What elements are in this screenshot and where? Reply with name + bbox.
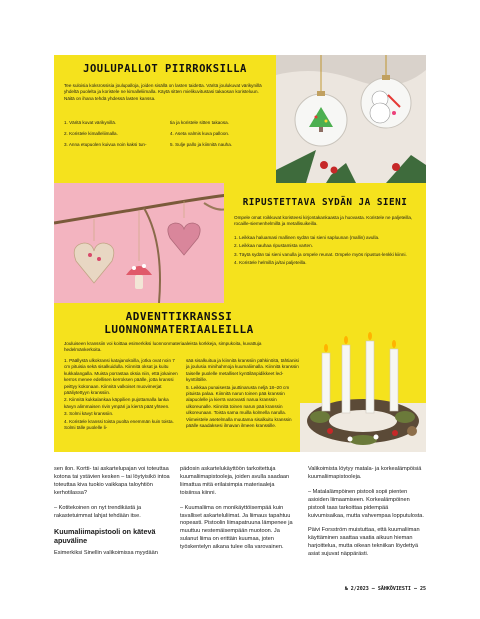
- step: 4. Koristele helmillä ja/tai paljeteilla.: [234, 260, 307, 266]
- ornaments-photo: [276, 55, 426, 183]
- wreath-illustration: [300, 303, 426, 452]
- step: 1. Päällystä ulkokransi katajanokoilla, jotka ovat noin 7 cm pituisia sekä sisalkuidulla. Kiinnitä oksat ja kuitu kukkalangalla. Muista porrastaa oksia niin, että jokainen kerros menee edellisen kerroksen päälle, jotta kranssi peittyy kokonaan. Kiinnitä valkoiset muovimerjat pääliytettyyn kranssiin.: [64, 358, 178, 396]
- paragraph: Valikoimista löytyy matala- ja korkealämpöisiä kuumaliimapistooleja.: [308, 466, 422, 480]
- paragraph: – Kuumaliima on monikäyttöisempää kuin tavalliset askarteluliimat. Ja liimaus tapahtuu nopeasti. Pistoolin liimapatruuna lämpenee ja muuttuu nestemäisempään muotoon. Ja sulanut liima on erittäin kuumaa, joten työskentelyn aikana tulee olla varovainen.: [180, 504, 293, 551]
- section-wreath-steps-left: [64, 358, 180, 431]
- step: tia ja koristele sitten takaosa.: [170, 120, 229, 125]
- section-ornaments-steps-right: [170, 120, 270, 148]
- paragraph: pädosin askartelukäyttöön tarkoitettuja kuumaliimapistooleja, joiden avulla saadaan liimattua mitä erilaisimpia materiaaleja toisiinsa kiinni.: [180, 466, 290, 496]
- step: 1. Leikkaa haluamasi mallinen sydän tai sieni sapluunan (mallin) avulla.: [234, 235, 380, 240]
- step: 2. Kiinnitä kukkalankaa käppilien pujottamalla lanka kävyn alimmaisen rivin ympäri ja kierrä päät yhteen.: [64, 397, 170, 409]
- step: 4. Koristele kranssi toista puolta enemmän kuin toista. Solmi tälle puolelle li-: [64, 418, 174, 431]
- step: 3. Täytä sydän tai sieni vanulla ja ompele reunat. Ompele myös ripustus-lenkki kiinni.: [234, 251, 407, 257]
- paragraph: Esimerkiksi Sinellin valikoimissa myydään: [54, 550, 158, 557]
- section-wreath-steps-right: [186, 358, 302, 429]
- section-ornaments-steps-left: [64, 120, 164, 148]
- section-heart-steps: [234, 235, 419, 267]
- body-column-3: [308, 466, 426, 566]
- paragraph: sen ilon. Kortti- tai askartelupajan voi toteuttaa kotona tai ystävien kesken – tai löytyisikö intoa toteuttaa kiva tuokio vaikkapa taloyhtiön kerhotilassa?: [54, 466, 170, 496]
- body-column-1: [54, 466, 170, 565]
- step: 3. Solmi kävyt kranssiin.: [64, 411, 114, 417]
- step: 2. Koristele kimalleliimalla.: [64, 130, 118, 136]
- body-column-2: [180, 466, 296, 559]
- section-wreath-title-line2: LUONNONMATERIAALEILLA: [104, 323, 254, 336]
- subheading: Kuumaliimapistooli on kätevä apuväline: [54, 527, 156, 546]
- section-heart-title: RIPUSTETTAVA SYDÄN JA SIENI: [242, 197, 408, 208]
- paragraph: Päivi Forsström muistuttaa, että kuumaliiman käyttäminen saattaa vaatia aikuun hieman harjoittelua, mutta oikean tekniikan löydettyä asiat sujuvat näppärästi.: [308, 527, 420, 558]
- step: 5. Sulje pallo ja kiinnitä nauha.: [170, 141, 233, 147]
- step: sää sisalkuitua ja kiinnitä kranssiin pähkinöitä, tähtianisi ja joulusia minihahmoja kuumaliimalla. Kiinnitä kranssin taiselle puolelle metalliset kynttilänpidikkeet led-kynttilöille.: [186, 358, 299, 383]
- step: 2. Leikkaa nauhaa ripustamista varten.: [234, 243, 313, 249]
- section-ornaments-title: JOULUPALLOT PIIRROKSILLA: [83, 63, 247, 75]
- ornaments-illustration: [276, 55, 426, 183]
- wreath-photo: [300, 303, 426, 452]
- section-wreath-title-line1: ADVENTTIKRANSSI: [125, 310, 233, 323]
- paragraph: – Kotitekoinen on nyt trendikästä ja rakastetuimmat lahjat tehdään itse.: [54, 504, 142, 519]
- paragraph: – Matalalämpöinen pistooli sopii pienten asioiden liimaamiseen. Korkealämpöinen pistooli taas tarkoittaa pidempää kuivumisaikaa, mutta vahvempaa lopputulosta.: [308, 488, 424, 519]
- section-wreath-intro: Jouluiseen kranssiin voi koittaa esimerkiksi luonnonmateriaaleista korkkeja, simpukoita, kuvattuja hedelmänkerkoita.: [64, 341, 262, 353]
- page-footer: № 2/2023 – SÄHKÖVIESTI – 25: [344, 586, 426, 592]
- section-ornaments-intro: Tee suloisia koksrossisia joulupalloja, joiden sisällä on lasten taidetta. Väritä joulukuvat värikynillä yhdeltä puolelta ja koristele ne kimalleliimalla. Käytä sitten mielikuvitustasi takaosan koristeluun. Näitä on ihana tehdä yhdessä lasten kanssa.: [64, 83, 262, 101]
- step: 1. Väritä kuvat värikynillä.: [64, 120, 117, 125]
- step: 3. Anna etupuolen kuivua noin kaksi tun-: [64, 141, 147, 147]
- step: 5. Leikkaa punaisesta juuttinarusta neljä 18–20 cm pituista palaa. Kiinnitä narun toinen pää kranssin alapuolelle ja kierrä varovasti narua kranssin ulkoreunalle. Kiinnitä toinen narun pää kranssin ulkoreunaan. Toista sama muilla kolmella narulla. Viimeistele asetelmalla muutama sisalkuitu kranssin päälle saadaksesi ilmavan ilmeen kranssille.: [186, 384, 292, 429]
- step: 4. Aseta valmis kuva palloon.: [170, 130, 230, 136]
- section-heart-intro: Ompele omat roikkuvat koristeesi kirjontakankaasta ja huovasta. Koristele ne paljeteilla, rocaille-siemenhelmillä ja metallisuikeilla.: [234, 215, 413, 227]
